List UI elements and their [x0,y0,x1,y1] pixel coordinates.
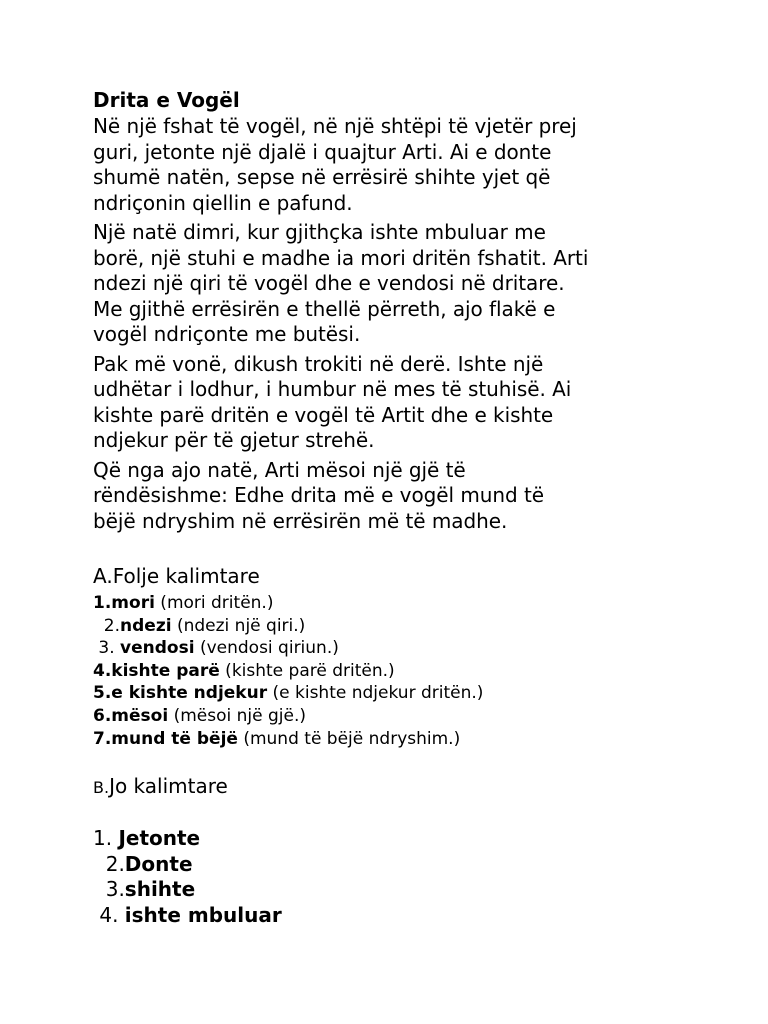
item-verb: ndezi [120,615,172,636]
section-letter: A. [93,564,113,588]
text-line: ndriçonin qiellin e pafund. [93,190,353,215]
item-prefix: 2. [93,851,125,876]
item-prefix: 2. [93,615,121,636]
item-number: 5. [93,683,112,704]
item-example: (ndezi një qiri.) [171,615,306,636]
list-item [93,903,282,929]
transitive-verb-list [93,592,483,750]
section-intransitive-verbs [93,772,282,929]
story-title: Drita e Vogël [93,88,240,112]
item-verb: e kishte ndjekur [111,683,268,704]
text-line: udhëtar i lodhur, i humbur në mes të stuhisë. Ai [93,377,572,401]
story-paragraph-3 [93,352,693,454]
item-prefix: 3. [93,638,121,659]
text-line: vogël ndriçonte me butësi. [93,322,361,346]
item-example: (mësoi një gjë.) [168,705,306,726]
item-prefix: 4. [93,903,125,928]
item-example: (vendosi qiriun.) [194,638,339,659]
item-verb: ishte mbuluar [124,903,282,928]
text-line: Pak më vonë, dikush trokiti në derë. Ishte një [93,351,544,376]
item-verb: mund të bëjë [111,728,238,749]
section-transitive-verbs [93,562,483,750]
text-line: borë, një stuhi e madhe ia mori dritën fshatit. Arti [93,245,589,270]
intransitive-verb-list [93,826,282,929]
text-line: bëjë ndryshim në errësirën më të madhe. [93,508,508,533]
item-number: 6. [93,705,112,726]
text-line: Me gjithë errësirën e thellë përreth, ajo flakë e [93,296,556,321]
text-line: ndezi një qiri të vogël dhe e vendosi në dritare. [93,271,565,295]
item-example: (mund të bëjë ndryshim.) [237,728,461,749]
list-item [93,592,483,615]
item-prefix: 1. [93,826,119,850]
list-item [93,826,282,852]
item-verb: Donte [124,851,193,876]
text-line: Në një fshat të vogël, në një shtëpi të vjetër prej [93,114,577,138]
item-verb: Jetonte [118,826,201,850]
item-verb: vendosi [120,638,195,659]
item-prefix: 3. [93,877,125,902]
text-line: kishte parë dritën e vogël të Artit dhe e kishte [93,402,554,427]
item-example: (mori dritën.) [154,593,274,613]
section-b-heading [93,772,282,802]
list-item [93,615,483,638]
item-example: (kishte parë dritën.) [219,660,395,681]
text-line: ndjekur për të gjetur strehë. [93,428,375,452]
text-line: Një natë dimri, kur gjithçka ishte mbuluar me [93,220,546,244]
list-item [93,682,483,705]
section-title: Folje kalimtare [112,564,260,588]
item-number: 7. [93,728,112,749]
item-number: 1. [93,593,112,613]
section-title: Jo kalimtare [109,774,228,798]
text-line: rëndësishme: Edhe drita më e vogël mund të [93,483,545,507]
story-paragraph-4 [93,458,693,535]
item-example: (e kishte ndjekur dritën.) [267,683,484,704]
story-body [93,86,693,538]
text-line: Që nga ajo natë, Arti mësoi një gjë të [93,457,466,482]
list-item [93,660,483,683]
item-verb: shihte [124,877,196,902]
list-item [93,705,483,728]
story-paragraph-1 [93,114,693,216]
item-verb: mori [111,593,155,613]
item-verb: mësoi [111,705,169,726]
section-a-heading [93,562,483,590]
text-line: shumë natën, sepse në errësirë shihte yjet që [93,165,551,189]
section-letter: B. [93,778,110,797]
text-line: guri, jetonte një djalë i quajtur Arti. Ai e donte [93,139,552,164]
item-verb: kishte parë [111,660,220,681]
list-item [93,877,282,903]
story-paragraph-2 [93,220,693,348]
item-number: 4. [93,660,112,681]
list-item [93,637,483,660]
list-item [93,852,282,878]
list-item [93,728,483,751]
